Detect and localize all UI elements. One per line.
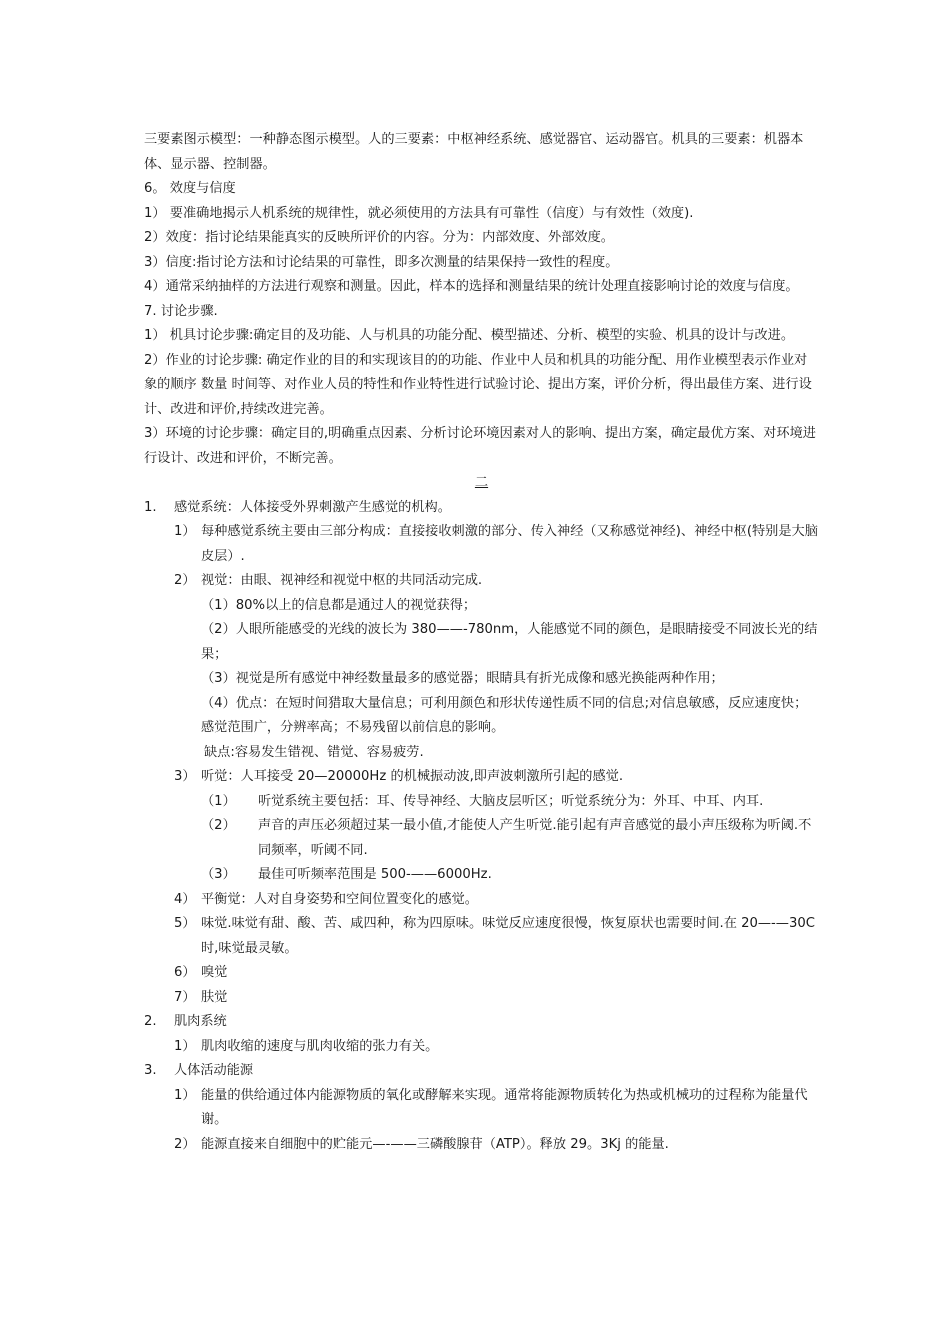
hearing-point-2 <box>144 814 819 863</box>
sub-text: 嗅觉 <box>201 965 228 980</box>
hearing-point-1 <box>144 790 819 815</box>
list-number: 2. <box>144 1014 157 1029</box>
vision-weakness: 缺点:容易发生错视、错觉、容易疲劳. <box>204 744 424 760</box>
list-number: 3. <box>144 1063 157 1078</box>
sub-number: 4） <box>174 891 196 907</box>
sub-item-atp <box>144 1133 819 1158</box>
sub-item-smell <box>144 961 819 986</box>
section-title-text: 二 <box>474 475 489 490</box>
list-text: 感觉系统：人体接受外界刺激产生感觉的机构。 <box>174 499 451 515</box>
sub-text: 视觉：由眼、视神经和视觉中枢的共同活动完成. <box>201 573 483 588</box>
sub-item-touch <box>144 986 819 1011</box>
point-number: （2） <box>201 818 236 833</box>
sub-item-hearing <box>144 765 819 790</box>
list-item-muscle-system <box>144 1010 819 1035</box>
heading-research-steps: 7. 讨论步骤. <box>144 303 218 319</box>
paragraph-steps-1: 1） 机具讨论步骤:确定目的及功能、人与机具的功能分配、模型描述、分析、模型的实验、机具的设计与改进。 <box>144 328 795 343</box>
sub-text: 肌肉收缩的速度与肌肉收缩的张力有关。 <box>201 1038 439 1054</box>
sub-text: 听觉：人耳接受 20—20000Hz 的机械振动波,即声波刺激所引起的感觉. <box>201 769 624 784</box>
sub-number: 1） <box>174 1038 196 1054</box>
paragraph-validity-4: 4）通常采纳抽样的方法进行观察和测量。因此，样本的选择和测量结果的统计处理直接影响讨论的效度与信度。 <box>144 279 799 294</box>
sub-text: 每种感觉系统主要由三部分构成：直接接收刺激的部分、传入神经（又称感觉神经)、神经中枢(特别是大脑皮层）. <box>201 524 818 564</box>
list-item-sensory-system <box>144 496 819 521</box>
vision-point-4: （4）优点：在短时间猎取大量信息；可利用颜色和形状传递性质不同的信息;对信息敏感，反应速度快；感觉范围广，分辨率高；不易残留以前信息的影响。 <box>201 695 808 735</box>
section-title <box>144 471 819 496</box>
sub-number: 1） <box>174 524 196 539</box>
paragraph-steps-3: 3）环境的讨论步骤：确定目的,明确重点因素、分析讨论环境因素对人的影响、提出方案，确定最优方案、对环境进行设计、改进和评价，不断完善。 <box>144 426 816 466</box>
sub-text: 肤觉 <box>201 989 228 1005</box>
point-number: （1） <box>201 793 236 809</box>
paragraph-validity-1: 1） 要准确地揭示人机系统的规律性，就必须使用的方法具有可靠性（信度）与有效性（效度). <box>144 205 694 221</box>
paragraph-steps-2: 2）作业的讨论步骤: 确定作业的目的和实现该目的的功能、作业中人员和机具的功能分配、用作业模型表示作业对象的顺序 数量 时间等、对作业人员的特性和作业特性进行试验讨论、提出方案，评价分析，得出最佳方案、进行设计、改进和评价,持续改进完善。 <box>144 352 812 417</box>
sub-text: 能源直接来自细胞中的贮能元—-——三磷酸腺苷（ATP）。释放 29。3Kj 的能量. <box>201 1136 669 1152</box>
sub-item-balance <box>144 888 819 913</box>
point-text: 声音的声压必须超过某一最小值,才能使人产生听觉.能引起有声音感觉的最小声压级称为听阈.不同频率，听阈不同. <box>258 818 812 858</box>
paragraph-validity-3: 3）信度:指讨论方法和讨论结果的可靠性，即多次测量的结果保持一致性的程度。 <box>144 254 619 270</box>
sub-item-taste <box>144 912 819 961</box>
sub-item-vision <box>144 569 819 594</box>
sub-number: 2） <box>174 1136 196 1152</box>
point-number: （3） <box>201 867 236 882</box>
point-text: 听觉系统主要包括：耳、传导神经、大脑皮层听区；听觉系统分为：外耳、中耳、内耳. <box>258 793 764 809</box>
sub-number: 1） <box>174 1087 196 1103</box>
list-number: 1. <box>144 499 157 515</box>
point-text: 最佳可听频率范围是 500-——6000Hz. <box>258 867 492 882</box>
paragraph-validity-2: 2）效度：指讨论结果能真实的反映所评价的内容。分为：内部效度、外部效度。 <box>144 230 614 245</box>
sub-number: 2） <box>174 573 196 588</box>
sub-item-muscle-contraction <box>144 1035 819 1060</box>
sub-item-energy-metabolism <box>144 1084 819 1133</box>
hearing-point-3 <box>144 863 819 888</box>
list-text: 人体活动能源 <box>174 1063 254 1078</box>
sub-number: 7） <box>174 989 196 1005</box>
sub-number: 3） <box>174 769 196 784</box>
list-item-energy <box>144 1059 819 1084</box>
sub-text: 味觉.味觉有甜、酸、苦、咸四种，称为四原味。味觉反应速度很慢，恢复原状也需要时间.在 20—-—30C 时,味觉最灵敏。 <box>201 916 815 956</box>
sub-number: 5） <box>174 916 196 931</box>
heading-validity-reliability: 6。 效度与信度 <box>144 181 236 196</box>
vision-point-2: （2）人眼所能感受的光线的波长为 380——-780nm，人能感觉不同的颜色，是眼睛接受不同波长光的结果； <box>201 622 818 662</box>
sub-text: 平衡觉：人对自身姿势和空间位置变化的感觉。 <box>201 891 478 907</box>
sub-item-sensory-structure <box>144 520 819 569</box>
list-text: 肌肉系统 <box>174 1014 227 1029</box>
vision-point-1: （1）80%以上的信息都是通过人的视觉获得； <box>201 597 477 613</box>
paragraph-three-elements-model: 三要素图示模型：一种静态图示模型。人的三要素：中枢神经系统、感觉器官、运动器官。机具的三要素：机器本体、显示器、控制器。 <box>144 132 804 172</box>
vision-point-3: （3）视觉是所有感觉中神经数量最多的感觉器；眼睛具有折光成像和感光换能两种作用； <box>201 671 724 686</box>
sub-number: 6） <box>174 965 196 980</box>
sub-text: 能量的供给通过体内能源物质的氧化或酵解来实现。通常将能源物质转化为热或机械功的过程称为能量代谢。 <box>201 1087 808 1127</box>
document-body <box>144 128 819 1157</box>
